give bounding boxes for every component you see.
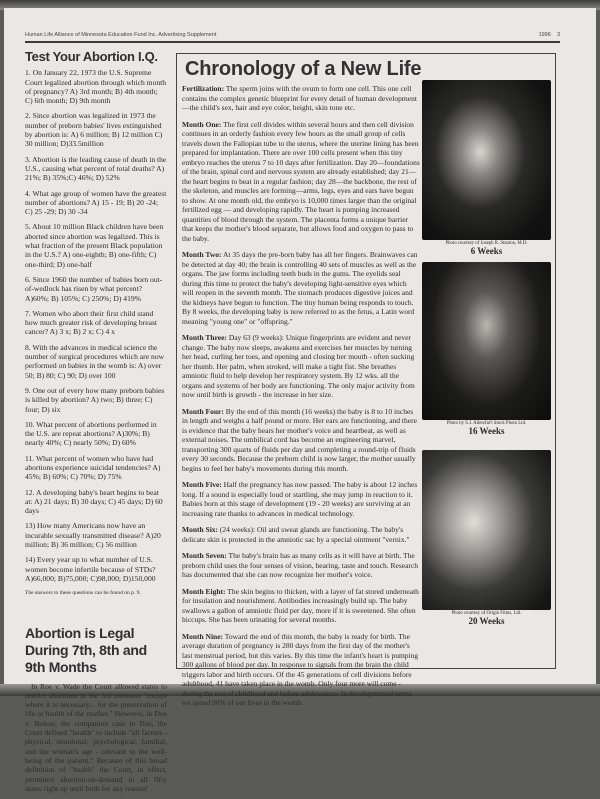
quiz-note: The answers to these questions can be found on p. 9. [25, 590, 141, 597]
section-text: Half the pregnancy has now passed. The baby is about 12 inches long. If a sound is especially loud or startling, she may jump in reaction to it. Babies born at this stage of development (19 - 20 weeks) are surviving at an increasing rate thanks to advances in medical technology. [182, 480, 418, 518]
running-header [25, 32, 560, 38]
year: 1996 [538, 32, 551, 38]
fetus-photo [422, 262, 551, 420]
section-label: Month Seven: [182, 551, 227, 560]
quiz-title: Test Your Abortion I.Q. [25, 49, 158, 64]
section-label: Month Nine: [182, 631, 224, 641]
section-text: The skin begins to thicken, with a layer of fat stored underneath for insulation and nourishment. Antibodies increasingly build up. The baby swallows a gallon of amniotic fluid per day, more if it is sweetened. She often hiccups. She has been urinating for several months. [182, 586, 419, 624]
photo-credit: Photo by S.J. Allen/Int'l Stock Photo Ltd. [446, 421, 527, 426]
quiz-question: 4. What age group of women have the greatest number of abortions? A) 15 - 19; B) 20 -24; C) 25 -29; D) 30 -34 [25, 188, 167, 217]
quiz-question: 7. Women who abort their first child stand how much greater risk of developing breast cancer? A) 3 x; B) 2 x; C) 4 x [25, 308, 158, 337]
section-label: Month One: [182, 119, 222, 129]
section-label: Month Five: [182, 480, 222, 489]
date-page [539, 32, 560, 38]
sidebar-article-body: In Roe v. Wade the Court allowed states to restrict abortions in the 3rd trimester "except where it is necessary... for the preservation of life or health of the mother." However, in Doe v. Bolton, the companion case to Roe, the Court defined "health" to include "all factors - physical, emotional, psychological, familial, and the woman's age - relevant to the well-being of the patient." Because of this broad definition of "health" the Court, in effect, permitted abortion-on-demand in all fifty states right up until birth for any reason! [25, 681, 167, 793]
chronology-section [182, 632, 420, 708]
quiz-question: 14) Every year up to what number of U.S. women become infertile because of STDs? A)66,000; B)75,000; C)98,000; D)150,000 [25, 555, 156, 583]
quiz-question: 11. What percent of women who have had abortions experience suicidal tendencies? A) 45%; B) 60%; C) 70%; D) 75% [25, 453, 161, 482]
quiz-question: 13) How many Americans now have an incurable sexually transmitted disease? A)20 million; B) 36 million; C) 56 million [25, 521, 161, 550]
chronology-section [182, 250, 420, 326]
chronology-section [182, 120, 420, 244]
chronology-section [182, 587, 420, 625]
photo-label: 6 Weeks [470, 246, 503, 256]
chronology-section [182, 407, 420, 474]
quiz-question: 1. On January 22, 1973 the U.S. Supreme Court legalized abortion through which month of pregnancy? A) 3rd month; B) 4th month; C) 6th month; D) 9th month [25, 68, 167, 106]
quiz-column [25, 49, 167, 799]
quiz-question: 5. About 10 million Black children have been aborted since abortion was legalized. This is what fraction of the present Black population in the U.S.? A) one-eighth; B) one-fifth; C) one-third; D) one-half [25, 222, 164, 269]
photo-credit: Photo courtesy of Origin Films, Ltd. [451, 611, 522, 616]
section-label: Month Six: [182, 525, 219, 534]
chronology-section [182, 480, 420, 518]
section-text: (24 weeks): Oil and sweat glands are functioning. The baby's delicate skin is protected in the amniotic sac by a special ointment "vernix." [182, 525, 410, 544]
header-rule [25, 41, 560, 43]
section-label: Month Two: [182, 250, 222, 259]
chronology-section [182, 84, 420, 113]
section-text: Day 63 (9 weeks): Unique fingerprints are evident and never change. The baby now sleeps, awakens and exercises her muscles by turning her head, curling her toes, and opening and closing her mouth - often sucking her thumb. Her palm, when stroked, will make a tight fist. She breathes amniotic fluid to help develop her respiratory system. By 12 wks. all the organs and systems of her body are functioning. The only major activity from now until birth is growth - the increase in her size. [182, 333, 415, 399]
quiz-questions [25, 68, 167, 583]
photo-20-weeks [422, 450, 551, 626]
photo-credit: Photo courtesy of Joseph R. Stanton, M.D. [445, 241, 528, 246]
chronology-section [182, 333, 420, 400]
sidebar-article-title: Abortion is Legal During 7th, 8th and 9th Months [25, 624, 147, 675]
section-text: At 35 days the pre-born baby has all her fingers. Brainwaves can be detected at day 40; the brain is controlling 40 sets of muscles as well as the organs. The jaw forms including teeth buds in the gums. The eyelids seal during this time to protect the baby's developing light-sensitive eyes which will reopen in the seventh month. The stomach produces digestive juices and the kidneys have begun to function. The tiny human being responds to touch. By 8 weeks, the developing baby is now referred to as the fetus, a Latin word meaning "young one" or "offspring." [182, 250, 418, 326]
embryo-photo [422, 80, 551, 240]
chronology-title: Chronology of a New Life [185, 58, 422, 80]
section-text: Toward the end of this month, the baby is ready for birth. The average duration of pregnancy is 280 days from the first day of the mother's last menstrual period, but this varies. By this time the infant's heart is pumping 300 gallons of blood per day. In response to signals from the brain the child triggers labor and birth occurs. Of the 45 generations of cell divisions before adulthood, 41 have taken place in the womb. Only four more will come - during the rest of childhood and before adolescence. In developmental terms we spend 90% of our lives in the womb. [182, 631, 419, 707]
section-label: Month Eight: [182, 586, 226, 596]
photo-label: 20 Weeks [468, 616, 505, 626]
section-label: Month Four: [182, 406, 224, 416]
quiz-question: 6. Since 1960 the number of babies born out-of-wedlock has risen by what percent? A)60%; B) 105%; C) 250%; D) 419% [25, 274, 163, 303]
quiz-question: 8. With the advances in medical science the number of surgical procedures which are now performed on babies in the womb is: A) over 50; B) 80; C) 90; D) over 100 [25, 342, 165, 380]
section-label: Fertilization: [182, 84, 225, 93]
fetus-photo [422, 450, 551, 610]
quiz-question: 3. Abortion is the leading cause of death in the U.S., causing what percent of total deaths? A) 21%; B) 35%;C) 46%; D) 52% [25, 154, 167, 183]
photo-16-weeks [422, 262, 551, 436]
section-text: The first cell divides within several hours and then cell division continues in an orderly fashion every few hours as the small group of cells travels down the Fallopian tube to the uterus, where the uterine lining has been prepared for implantation. There are over 100 cells present when this tiny embryo reaches the uterus 7 to 10 days after fertilization. Day 20—foundations of the brain, spinal cord and nervous system are already established; day 21—the heart begins to beat in a regular fashion; day 28—the backbone, the rest of the skeleton, and muscles are forming—arms, legs, eyes and ears have begun to show. At one month old, the embryo is 10,000 times larger than the original fertilized egg — and developing rapidly. The heart is pumping increased quantities of blood through the system. The placenta forms a unique barrier that keeps the mother's blood separate, but allows food and oxygen to pass to the baby. [182, 119, 420, 243]
chronology-box [176, 53, 556, 707]
chronology-section [182, 551, 420, 580]
quiz-question: 12. A developing baby's heart begins to beat at: A) 21 days; B) 30 days; C) 45 days; D) 60 days [25, 487, 163, 516]
quiz-question: 2. Since abortion was legalized in 1973 the number of preborn babies' lives extinguished by abortion is: A) 6 million; B) 12 million C) 30 million; D)33.5million [25, 111, 163, 149]
photo-6-weeks [422, 80, 551, 256]
section-text: The sperm joins with the ovum to form one cell. This one cell contains the complex genetic blueprint for every detail of human development—the child's sex, hair and eye color, height, skin tone etc. [182, 84, 417, 112]
quiz-question: 9. One out of every how many preborn babies is killed by abortion? A) two; B) three; C) four; D) six [25, 385, 165, 414]
page-number: 3 [556, 32, 560, 38]
section-text: The baby's brain has as many cells as it will have at birth. The preborn child uses the four senses of vision, hearing, taste and touch. Research has documented that she can now recognize her mother's voice. [182, 551, 418, 579]
chronology-section [182, 525, 420, 544]
publisher-line: Human Life Alliance of Minnesota Education Fund Inc. Advertising Supplement [25, 32, 217, 38]
photo-label: 16 Weeks [468, 426, 505, 436]
chronology-text [182, 84, 420, 715]
section-label: Month Three: [182, 333, 227, 342]
section-text: By the end of this month (16 weeks) the baby is 8 to 10 inches in length and weighs a half pound or more. Her ears are functioning, and there is evidence that the baby hears her mother's voice and heartbeat, as well as external noises. The umbilical cord has become an engineering marvel, transporting 300 quarts of fluids per day and completing a round-trip of fluids every 30 seconds. Because the preborn child is now larger, the mother usually begins to feel her baby's movements during this month. [182, 406, 417, 473]
quiz-question: 10. What percent of abortions performed in the U.S. are repeat abortions? A)30%; B) nearly 40%; C) nearly 50%; D) 60% [25, 419, 157, 448]
